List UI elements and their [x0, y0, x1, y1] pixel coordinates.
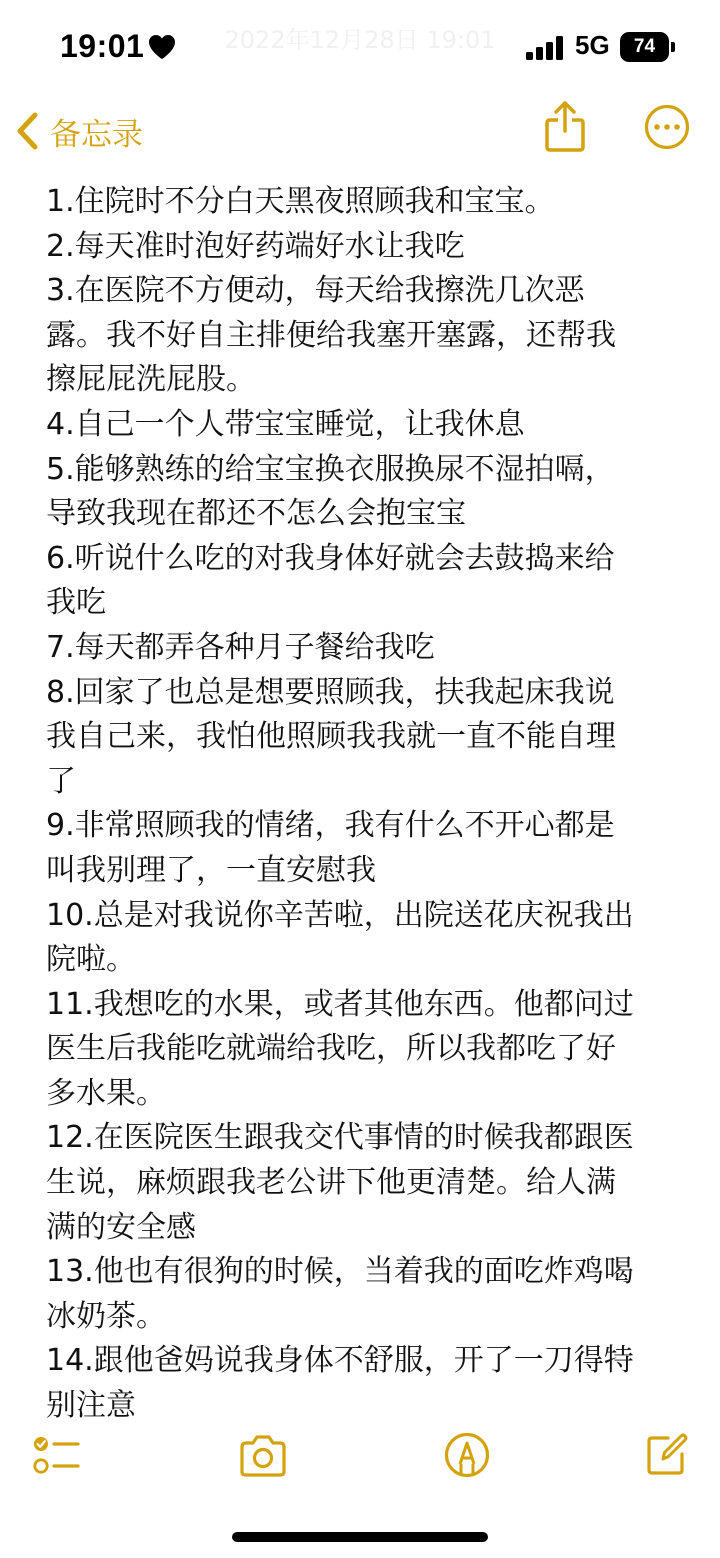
- note-line: 7.每天都弄各种月子餐给我吃: [46, 629, 435, 665]
- note-line: 11.我想吃的水果，或者其他东西。他都问过: [46, 986, 634, 1022]
- note-line: 1.住院时不分白天黑夜照顾我和宝宝。: [46, 184, 555, 219]
- chevron-left-icon: [14, 111, 40, 151]
- note-line: 13.他也有很狗的时候，当着我的面吃炸鸡喝: [46, 1254, 634, 1290]
- note-line: 了: [46, 763, 76, 799]
- battery-tip: [671, 42, 675, 52]
- note-line: 导致我现在都还不怎么会抱宝宝: [46, 496, 466, 532]
- note-line: 4.自己一个人带宝宝睡觉，让我休息: [46, 406, 525, 442]
- note-line: 9.非常照顾我的情绪，我有什么不开心都是: [46, 808, 615, 844]
- status-time: 19:01: [60, 28, 145, 64]
- more-icon[interactable]: [644, 104, 690, 150]
- faded-date: 2022年12月28日 19:01: [224, 26, 496, 54]
- signal-icon: [526, 36, 564, 60]
- markup-icon[interactable]: [444, 1432, 490, 1478]
- note-line: 多水果。: [46, 1075, 166, 1111]
- note-line: 8.回家了也总是想要照顾我，扶我起床我说: [46, 674, 615, 710]
- status-bar: [0, 0, 720, 96]
- note-line: 生说，麻烦跟我老公讲下他更清楚。给人满: [46, 1165, 616, 1201]
- network-type: 5G: [575, 30, 610, 60]
- note-line: 6.听说什么吃的对我身体好就会去鼓捣来给: [46, 540, 615, 576]
- nav-bar: [0, 96, 720, 166]
- note-line: 露。我不好自主排便给我塞开塞露，还帮我: [46, 317, 616, 353]
- note-line: 我自己来，我怕他照顾我我就一直不能自理: [46, 719, 616, 755]
- note-line: 2.每天准时泡好药端好水让我吃: [46, 228, 465, 264]
- note-line: 10.总是对我说你辛苦啦，出院送花庆祝我出: [46, 897, 634, 933]
- note-line: 冰奶茶。: [46, 1298, 166, 1334]
- bottom-toolbar: [0, 1424, 720, 1494]
- note-line: 擦屁屁洗屁股。: [46, 362, 256, 398]
- note-line: 别注意: [46, 1388, 136, 1424]
- note-line: 满的安全感: [46, 1209, 196, 1245]
- checklist-icon[interactable]: [32, 1432, 80, 1480]
- home-indicator: [232, 1532, 488, 1542]
- heart-icon: [148, 34, 176, 60]
- back-label: 备忘录: [50, 116, 143, 153]
- note-line: 我吃: [46, 585, 106, 621]
- compose-icon[interactable]: [646, 1432, 688, 1476]
- note-line: 14.跟他爸妈说我身体不舒服，开了一刀得特: [46, 1343, 634, 1379]
- note-line: 院啦。: [46, 942, 136, 978]
- battery-level: 74: [620, 32, 669, 62]
- note-line: 医生后我能吃就端给我吃，所以我都吃了好: [46, 1031, 616, 1067]
- share-icon[interactable]: [544, 100, 586, 154]
- note-line: 12.在医院医生跟我交代事情的时候我都跟医: [46, 1120, 634, 1156]
- camera-icon[interactable]: [238, 1434, 288, 1478]
- back-button[interactable]: [14, 104, 143, 158]
- note-line: 3.在医院不方便动，每天给我擦洗几次恶: [46, 273, 585, 309]
- note-line: 叫我别理了，一直安慰我: [46, 852, 376, 888]
- battery-icon: [620, 32, 676, 62]
- note-line: 5.能够熟练的给宝宝换衣服换尿不湿拍嗝，: [46, 451, 615, 487]
- note-body[interactable]: [46, 180, 676, 1424]
